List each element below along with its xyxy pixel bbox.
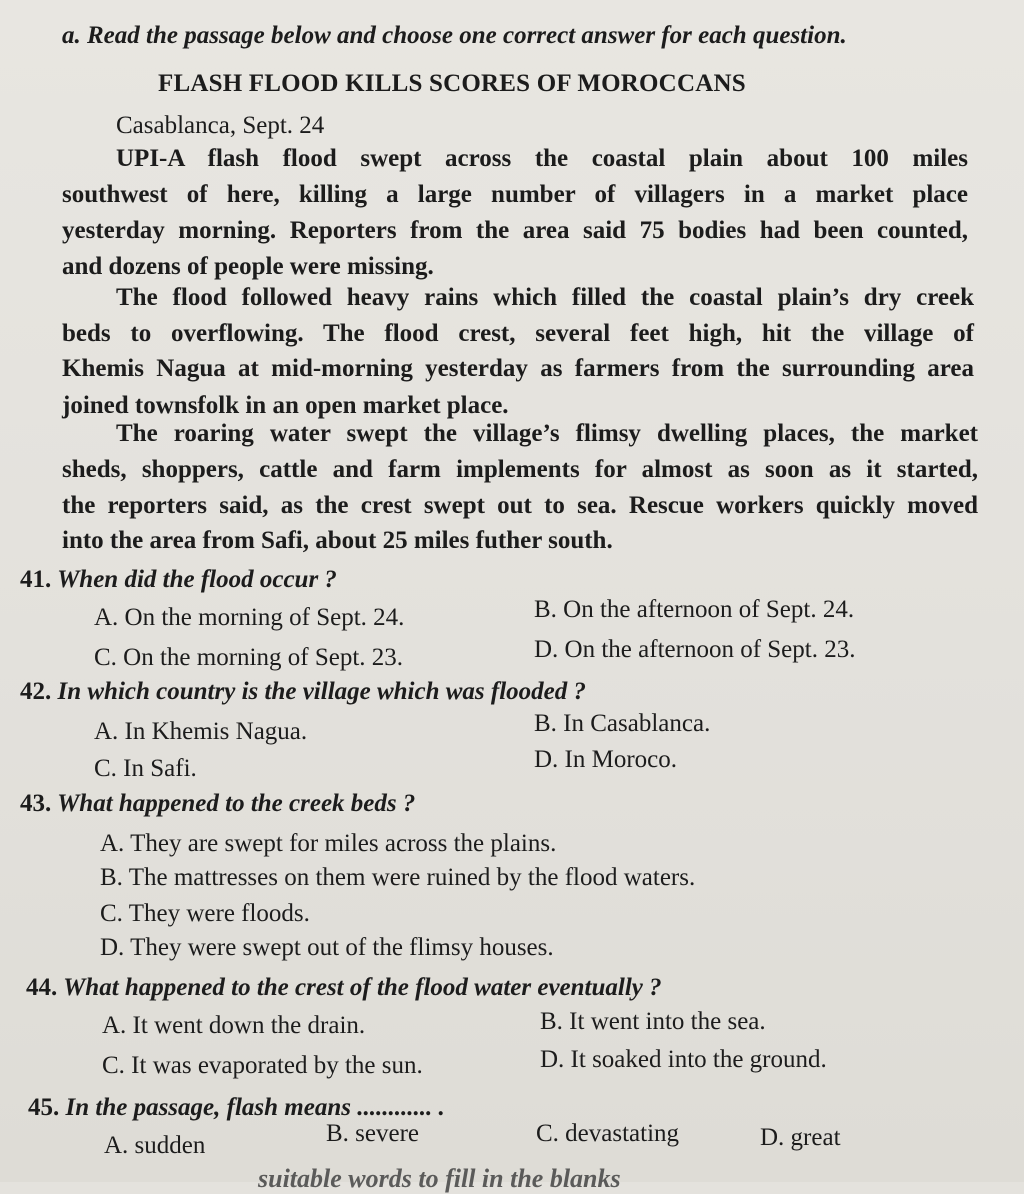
question-text: In the passage, flash means ............ . bbox=[65, 1094, 445, 1121]
dateline: Casablanca, Sept. 24 bbox=[116, 112, 325, 139]
passage-line: the reporters said, as the crest swept out to sea. Rescue workers quickly moved bbox=[62, 492, 978, 519]
option-44-a[interactable]: A. It went down the drain. bbox=[102, 1012, 366, 1039]
question-text: When did the flood occur ? bbox=[57, 566, 337, 593]
passage-line: Khemis Nagua at mid-morning yesterday as farmers from the surrounding area bbox=[62, 355, 974, 382]
option-45-a[interactable]: A. sudden bbox=[104, 1132, 206, 1159]
option-45-d[interactable]: D. great bbox=[760, 1124, 841, 1151]
option-42-b[interactable]: B. In Casablanca. bbox=[534, 710, 711, 737]
question-41 bbox=[20, 566, 337, 594]
passage-line: beds to overflowing. The flood crest, several feet high, hit the village of bbox=[62, 320, 974, 347]
headline: FLASH FLOOD KILLS SCORES OF MOROCCANS bbox=[158, 70, 746, 97]
option-42-d[interactable]: D. In Moroco. bbox=[534, 746, 678, 773]
passage-line: yesterday morning. Reporters from the area said 75 bodies had been counted, bbox=[62, 217, 968, 244]
option-42-a[interactable]: A. In Khemis Nagua. bbox=[94, 718, 308, 745]
question-text: What happened to the crest of the flood water eventually ? bbox=[63, 974, 662, 1001]
cutoff-text: suitable words to fill in the blanks bbox=[258, 1164, 621, 1193]
question-number: 41. bbox=[20, 566, 52, 593]
passage-line: The flood followed heavy rains which filled the coastal plain’s dry creek bbox=[116, 284, 974, 311]
question-number: 45. bbox=[28, 1094, 60, 1121]
question-text: What happened to the creek beds ? bbox=[57, 790, 416, 817]
option-42-c[interactable]: C. In Safi. bbox=[94, 755, 197, 782]
question-number: 42. bbox=[20, 678, 52, 705]
question-43 bbox=[20, 790, 415, 818]
passage-line: into the area from Safi, about 25 miles futher south. bbox=[62, 527, 613, 554]
passage-line: joined townsfolk in an open market place. bbox=[62, 392, 509, 419]
option-44-c[interactable]: C. It was evaporated by the sun. bbox=[102, 1052, 423, 1079]
question-text: In which country is the village which was flooded ? bbox=[57, 678, 587, 705]
option-43-b[interactable]: B. The mattresses on them were ruined by the flood waters. bbox=[100, 864, 696, 891]
option-45-b[interactable]: B. severe bbox=[326, 1120, 420, 1147]
option-41-d[interactable]: D. On the afternoon of Sept. 23. bbox=[534, 636, 856, 663]
option-45-c[interactable]: C. devastating bbox=[536, 1120, 680, 1147]
option-43-c[interactable]: C. They were floods. bbox=[100, 900, 310, 927]
option-44-d[interactable]: D. It soaked into the ground. bbox=[540, 1046, 827, 1073]
passage-line: The roaring water swept the village’s flimsy dwelling places, the market bbox=[116, 420, 978, 447]
question-number: 43. bbox=[20, 790, 52, 817]
question-number: 44. bbox=[26, 974, 58, 1001]
question-44 bbox=[26, 974, 662, 1002]
option-44-b[interactable]: B. It went into the sea. bbox=[540, 1008, 766, 1035]
passage-line: UPI-A flash flood swept across the coastal plain about 100 miles bbox=[116, 145, 968, 172]
option-41-b[interactable]: B. On the afternoon of Sept. 24. bbox=[534, 596, 855, 623]
question-42 bbox=[20, 678, 586, 706]
passage-line: and dozens of people were missing. bbox=[62, 253, 434, 280]
passage-line: sheds, shoppers, cattle and farm implements for almost as soon as it started, bbox=[62, 456, 978, 483]
passage-line: southwest of here, killing a large number of villagers in a market place bbox=[62, 181, 968, 208]
instruction: a. Read the passage below and choose one correct answer for each question. bbox=[62, 22, 847, 49]
option-43-a[interactable]: A. They are swept for miles across the plains. bbox=[100, 830, 557, 857]
question-45 bbox=[28, 1094, 445, 1122]
option-43-d[interactable]: D. They were swept out of the flimsy houses. bbox=[100, 934, 554, 961]
option-41-c[interactable]: C. On the morning of Sept. 23. bbox=[94, 644, 404, 671]
option-41-a[interactable]: A. On the morning of Sept. 24. bbox=[94, 604, 405, 631]
